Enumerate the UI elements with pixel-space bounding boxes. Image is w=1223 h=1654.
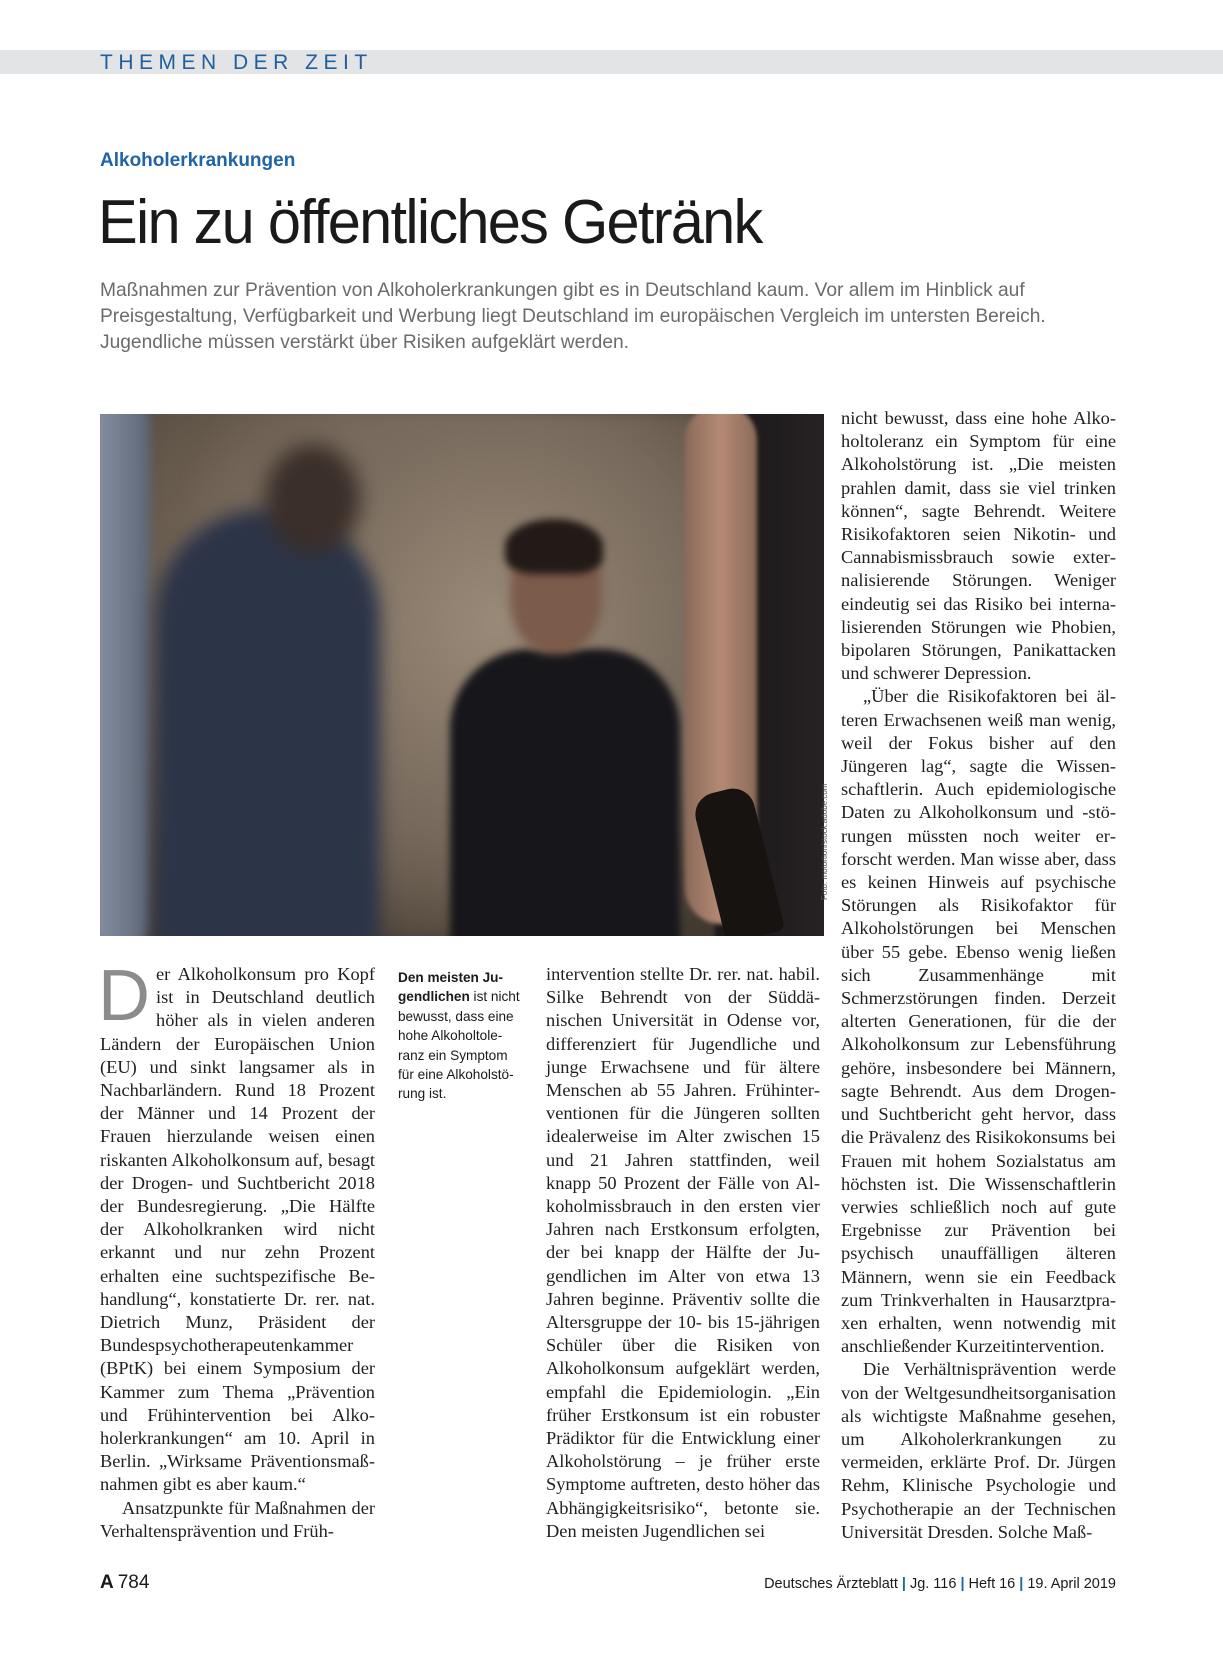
photo-figure-left-arm <box>100 414 150 936</box>
page-prefix: A <box>100 1572 114 1593</box>
body-column-1 <box>98 956 375 1543</box>
body-column-4 <box>841 407 1116 1544</box>
article-photo <box>100 414 824 936</box>
photo-caption <box>398 968 523 1104</box>
photo-credit: Foto: motortion/stock.adobe.com <box>820 783 829 900</box>
photo-figure-drinking <box>155 509 380 936</box>
section-label: THEMEN DER ZEIT <box>100 51 373 74</box>
body-column-3 <box>546 963 820 1543</box>
journal-name: Deutsches Ärzteblatt <box>764 1576 898 1592</box>
photo-boy-body <box>450 649 680 936</box>
body-paragraph: Die Verhältnisprävention werde von der Weltgesundheitsorganisation als wichtigste Maßnahme gesehen, um Alkoholerkrankungen zu vermeiden, erklärte Prof. Dr. Jürgen Rehm, Klinische Psychologie und Psychotherapie an der Technischen Universität Dresden. Solche Maß- <box>841 1359 1116 1542</box>
article-kicker: Alkoholerkrankungen <box>100 150 296 171</box>
footer-citation <box>764 1576 1116 1592</box>
journal-issue: Heft 16 <box>968 1576 1016 1592</box>
footer-separator: | <box>1019 1576 1024 1592</box>
body-paragraph <box>98 956 375 1497</box>
body-paragraph: nicht bewusst, dass eine hohe Alkoholtoleranz ein Symptom für eine Alkoholstörung ist. „Die meisten prahlen damit, dass sie viel trinken können“, sagte Behrendt. Weitere Risikofaktoren seien Nikotin- und Cannabismissbrauch sowie externalisierende Störungen. Weniger eindeutig sei das Risiko bei internalisierenden Störungen wie Phobien, bipolaren Störungen, Panikattacken und schwerer Depression. <box>841 408 1116 684</box>
journal-date: 19. April 2019 <box>1027 1576 1116 1592</box>
photo-boy-hair <box>505 519 603 574</box>
photo-figure-drinking-head <box>265 444 360 554</box>
body-paragraph: Ansatzpunkte für Maßnahmen der Verhaltensprävention und Früh- <box>100 1497 375 1541</box>
body-text: er Alkoholkonsum pro Kopf ist in Deutschland deutlich höher als in vielen anderen Ländern der Europäischen Union (EU) und sinkt langsamer als in Nachbarländern. Rund 18 Prozent der Männer und 14 Prozent der Frauen hierzulande weisen einen riskanten Alkoholkonsum auf, besagt der Drogen- und Suchtbericht 2018 der Bundesregierung. „Die Hälfte der Alkoholkranken wird nicht erkannt und nur zehn Prozent erhalten eine suchtspezifische Behandlung“, konstatierte Dr. rer. nat. Dietrich Munz, Präsident der Bundespsychotherapeutenkammer (BPtK) bei einem Symposium der Kammer zum Thema „Prävention und Frühintervention bei Alkoholerkrankungen“ am 10. April in Berlin. „Wirksame Präventionsmaßnahmen gibt es aber kaum.“ <box>100 964 375 1495</box>
caption-text: ist nicht bewusst, dass eine hohe Alkoholtoleranz ein Symptom für eine Alkoholstörung ist. <box>398 989 520 1102</box>
footer-separator: | <box>901 1576 906 1592</box>
page-number <box>100 1572 149 1594</box>
caption-bold: Den meisten Jugendlichen <box>398 970 504 1005</box>
footer-separator: | <box>960 1576 965 1592</box>
body-paragraph: intervention stellte Dr. rer. nat. habil. Silke Behrendt von der Süddänischen Universität in Odense vor, differenziert für Jugendliche und junge Erwachsene und für ältere Menschen ab 55 Jahren. Frühinterventionen für die Jüngeren sollten idealerweise im Alter zwischen 15 und 21 Jahren stattfinden, weil knapp 50 Prozent der Fälle von Alkoholmissbrauch in den ersten vier Jahren nach Erstkonsum erfolgten, der bei knapp der Hälfte der Jugendlichen im Alter von etwa 13 Jahren beginne. Präventiv sollte die Altersgruppe der 10- bis 15-jährigen Schüler über die Risiken von Alkoholkonsum aufgeklärt werden, empfahl die Epidemiologin. „Ein früher Erstkonsum ist ein robuster Prädiktor für die Entwicklung einer Alkoholstörung – je früher erste Symptome auftreten, desto höher das Abhängigkeitsrisiko“, betonte sie. Den meisten Jugendlichen sei <box>546 964 820 1541</box>
drop-cap: D <box>98 956 150 1036</box>
page-number-value: 784 <box>117 1572 150 1593</box>
article-lead: Maßnahmen zur Prävention von Alkoholerkrankungen gibt es in Deutschland kaum. Vor allem im Hinblick auf Preisgestaltung, Verfügbarkeit und Werbung liegt Deutschland im europäischen Vergleich im untersten Bereich. Jugendliche müssen verstärkt über Risiken aufgeklärt werden. <box>100 280 1046 353</box>
body-paragraph: „Über die Risikofaktoren bei älteren Erwachsenen weiß man wenig, weil der Fokus bisher auf den Jüngeren lag“, sagte die Wissenschaftlerin. Auch epidemiologische Daten zu Alkoholkonsum und -störungen müssten noch weiter erforscht werden. Man wisse aber, dass es keinen Hinweis auf psychische Störungen als Risikofaktor für Alkoholstörungen bei Menschen über 55 gebe. Ebenso wenig ließen sich Zusammenhänge mit Schmerzstörungen finden. Derzeit alterten Generationen, für die der Alkoholkonsum zur Lebensführung gehöre, insbesondere bei Männern, sagte Behrendt. Aus dem Drogen- und Suchtbericht geht hervor, dass die Prävalenz des Risikokonsums bei Frauen mit hohem Sozialstatus am höchsten ist. Die Wissenschaftlerin verwies schließlich noch auf gute Ergebnisse zur Prävention bei psychisch unauffälligen älteren Männern, wenn sie ein Feedback zum Trinkverhalten in Hausarztpraxen erhalten, wenn notwendig mit anschließender Kurzeitintervention. <box>841 686 1116 1357</box>
article-headline: Ein zu öffentliches Getränk <box>98 188 762 257</box>
journal-volume: Jg. 116 <box>909 1576 957 1592</box>
